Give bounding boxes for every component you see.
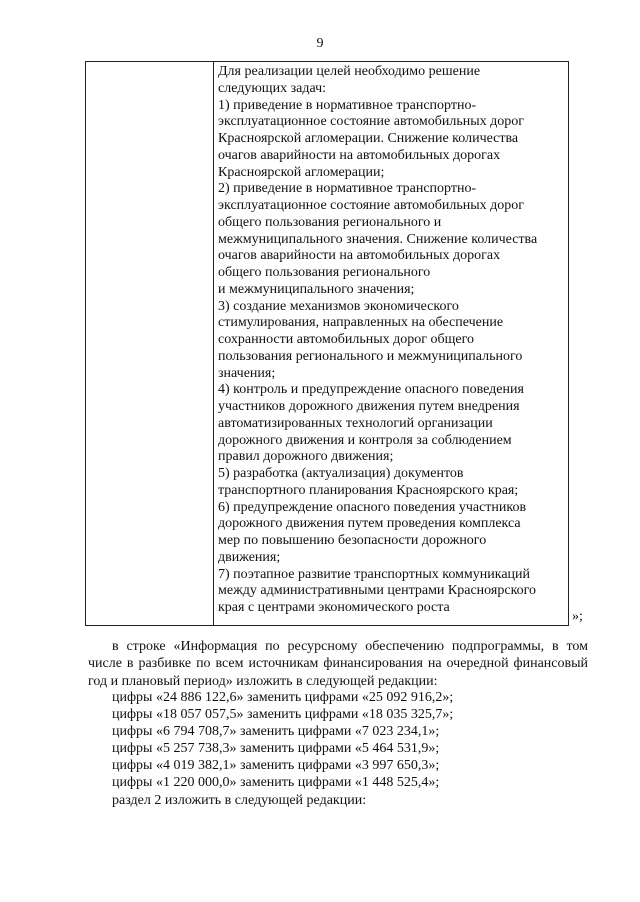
table-right-border [568, 61, 569, 626]
cell-line: общего пользования регионального [218, 265, 431, 280]
cell-line: следующих задач: [218, 80, 327, 96]
cell-line: дорожного движения путем проведения комплекса [218, 516, 521, 532]
cell-line: общего пользования регионального и [218, 214, 442, 230]
cell-line: мер по повышению безопасности дорожного [218, 533, 487, 548]
replacement-line: цифры «18 057 057,5» заменить цифрами «18 035 325,7»; [112, 707, 454, 723]
cell-line: правил дорожного движения; [218, 449, 394, 465]
cell-line: эксплуатационное состояние автомобильных дорог [218, 198, 525, 213]
cell-line: 1) приведение в нормативное транспортно- [218, 97, 477, 113]
cell-line: транспортного планирования Красноярского края; [218, 482, 519, 498]
cell-line: 6) предупреждение опасного поведения участников [218, 499, 527, 515]
replacement-line: цифры «1 220 000,0» заменить цифрами «1 448 525,4»; [112, 775, 440, 791]
cell-line: автоматизированных технологий организации [218, 415, 493, 431]
closing-quote-mark: »; [572, 609, 583, 624]
cell-line: края с центрами экономического роста [218, 600, 450, 615]
cell-line: 2) приведение в нормативное транспортно- [218, 181, 477, 197]
cell-line: между административными центрами Красноярского [218, 583, 537, 599]
replacement-line: раздел 2 изложить в следующей редакции: [112, 792, 367, 808]
table-column-divider [213, 61, 214, 626]
table-cell-text [218, 64, 568, 617]
cell-line: 4) контроль и предупреждение опасного поведения [218, 382, 524, 398]
cell-line: пользования регионального и межмуниципального [218, 348, 523, 364]
cell-line: стимулирования, направленных на обеспечение [218, 315, 504, 331]
page-number: 9 [316, 36, 324, 51]
cell-line: дорожного движения и контроля за соблюдением [218, 432, 512, 448]
replacement-line: цифры «24 886 122,6» заменить цифрами «25 092 916,2»; [112, 690, 454, 705]
cell-line: участников дорожного движения путем внедрения [218, 399, 520, 414]
cell-line: сохранности автомобильных дорог общего [218, 332, 474, 347]
cell-line: Для реализации целей необходимо решение [218, 64, 481, 79]
cell-line: эксплуатационное состояние автомобильных дорог [218, 114, 525, 130]
replacement-lines [112, 689, 453, 809]
cell-line: движения; [218, 549, 281, 565]
cell-line: 7) поэтапное развитие транспортных коммуникаций [218, 566, 531, 582]
replacement-line: цифры «5 257 738,3» заменить цифрами «5 464 531,9»; [112, 741, 440, 757]
cell-line: 5) разработка (актуализация) документов [218, 466, 464, 481]
cell-line: межмуниципального значения. Снижение количества [218, 231, 538, 247]
cell-line: 3) создание механизмов экономического [218, 298, 459, 314]
cell-line: очагов аварийности на автомобильных дорогах [218, 248, 501, 264]
cell-line: Красноярской агломерации. Снижение количества [218, 131, 519, 146]
cell-line: очагов аварийности на автомобильных дорогах [218, 147, 501, 163]
cell-line: и межмуниципального значения; [218, 281, 415, 297]
replacement-line: цифры «4 019 382,1» заменить цифрами «3 997 650,3»; [112, 758, 440, 774]
cell-line: значения; [218, 365, 276, 381]
cell-line: Красноярской агломерации; [218, 164, 385, 180]
body-paragraph: в строке «Информация по ресурсному обеспечению подпрограммы, в том числе в разбивке по всем источникам финансирования на очередной финансовый год и плановый период» изложить в следующей редакции: [88, 639, 588, 689]
replacement-line: цифры «6 794 708,7» заменить цифрами «7 023 234,1»; [112, 724, 440, 740]
